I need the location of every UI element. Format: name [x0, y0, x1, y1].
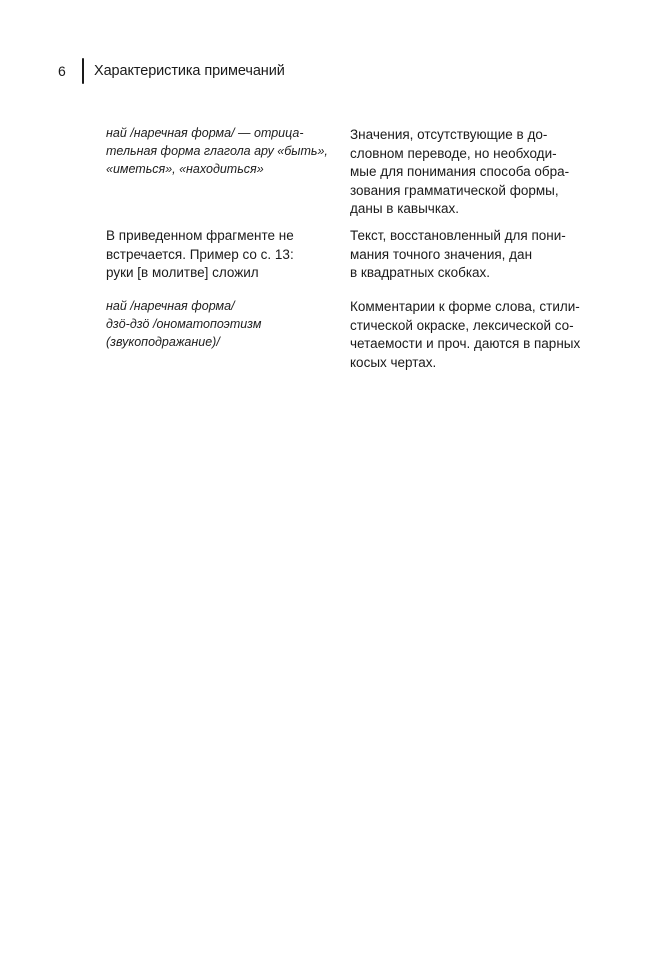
description-line: в квадратных скобках.: [350, 265, 491, 280]
example-cell-1: [106, 124, 326, 178]
running-title: Характеристика примечаний: [94, 63, 285, 79]
description-cell-2: [350, 227, 615, 283]
example-line: «иметься», «находиться»: [106, 162, 264, 176]
header-divider: [82, 58, 84, 84]
description-line: Комментарии к форме слова, стили-: [350, 299, 580, 314]
description-cell-3: [350, 298, 615, 372]
example-line: най /наречная форма/ — отрица-: [106, 126, 304, 140]
description-line: косых чертах.: [350, 354, 437, 370]
example-line: руки [в молитве] сложил: [106, 265, 259, 280]
description-line: словном переводе, но необходи-: [350, 145, 557, 161]
description-line: стической окраске, лексической со-: [350, 317, 574, 333]
description-line: мания точного значения, дан: [350, 246, 533, 262]
example-line: тельная форма глагола ару «быть»,: [106, 144, 328, 158]
page-number: 6: [58, 63, 66, 79]
description-line: Текст, восстановленный для пони-: [350, 228, 566, 243]
example-line: В приведенном фрагменте не: [106, 228, 294, 243]
description-cell-1: [350, 126, 615, 219]
description-line: Значения, отсутствующие в до-: [350, 127, 548, 142]
example-cell-2: [106, 227, 326, 283]
example-line: дзӧ-дзӧ /ономатопоэтизм: [106, 317, 262, 331]
example-line: (звукоподражание)/: [106, 335, 220, 349]
description-line: мые для понимания способа обра-: [350, 164, 570, 179]
example-cell-3: [106, 297, 326, 351]
example-line: най /наречная форма/: [106, 299, 235, 313]
example-line: встречается. Пример со с. 13:: [106, 246, 294, 262]
page-header: [58, 58, 285, 84]
description-line: даны в кавычках.: [350, 201, 460, 216]
description-line: четаемости и проч. даются в парных: [350, 336, 581, 351]
description-line: зования грамматической формы,: [350, 182, 559, 198]
